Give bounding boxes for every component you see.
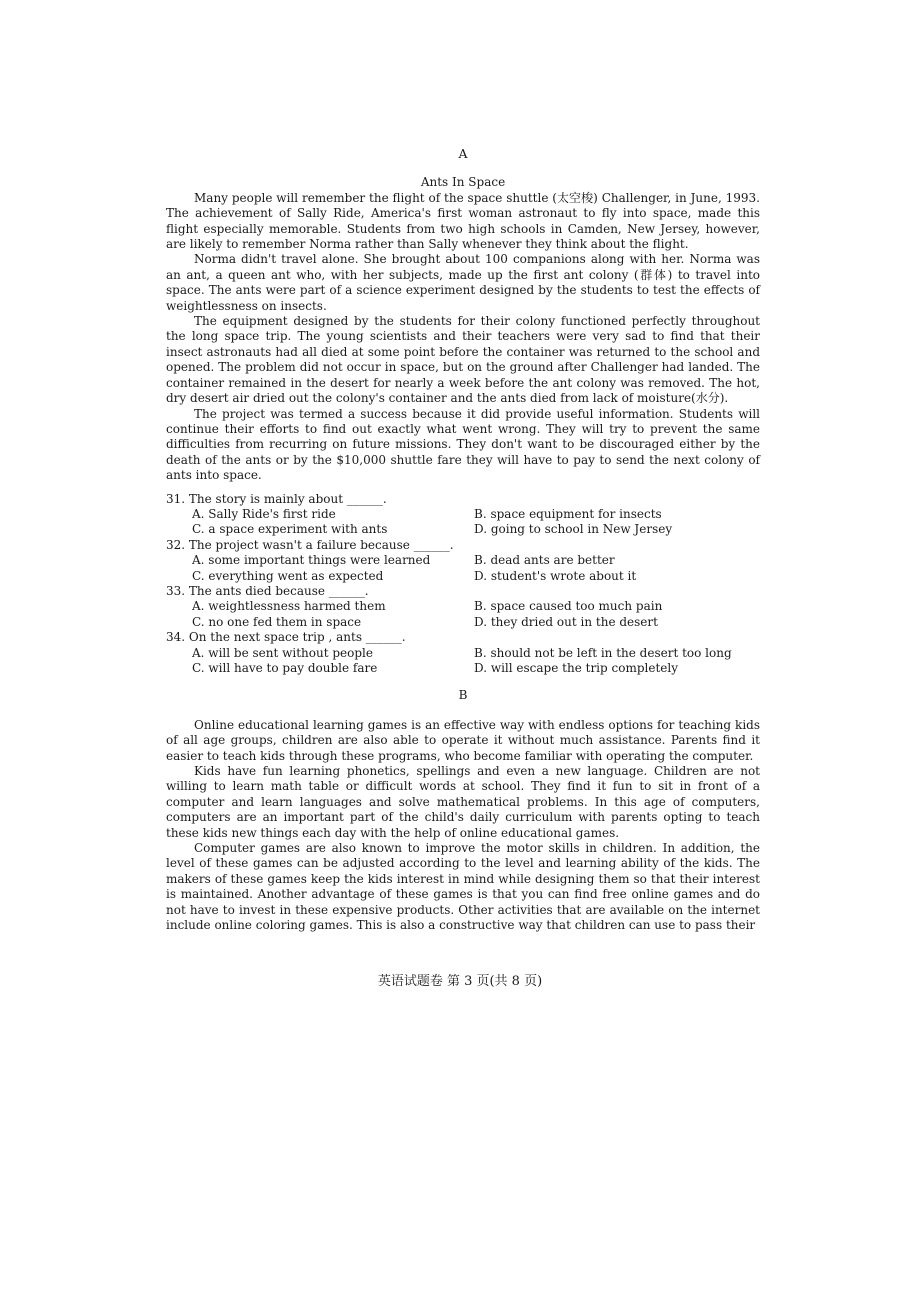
option-c: C. will have to pay double fare <box>192 661 378 675</box>
option-a: A. some important things were learned <box>192 553 431 568</box>
passage-title: Ants In Space <box>420 175 506 190</box>
option-b: B. should not be left in the desert too long <box>474 645 732 660</box>
question-stem: 31. The story is mainly about ______. <box>166 491 387 506</box>
section-a-paragraph-2: Norma didn't travel alone. She brought about 100 companions along with her. Norma was an ant, a queen ant who, with her subjects, made up the first ant colony (群体) to travel into space. The ants were part of a science experiment designed by the students to test the effects of weightlessness on insects. <box>166 252 760 313</box>
option-d: D. will escape the trip completely <box>474 661 678 675</box>
option-d: D. going to school in New Jersey <box>474 522 673 537</box>
question-stem: 34. On the next space trip , ants ______. <box>166 630 406 645</box>
question-34 <box>166 630 760 676</box>
option-a: A. weightlessness harmed them <box>192 599 386 614</box>
page-footer: 英语试题卷 第 3 页(共 8 页) <box>377 974 543 989</box>
section-b-paragraph-2: Kids have fun learning phonetics, spellings and even a new language. Children are not willing to learn math table or difficult words at school. They find it fun to sit in front of a computer and learn languages and solve mathematical problems. In this age of computers, computers are an important part of the child's daily curriculum with parents opting to teach these kids new things each day with the help of online educational games. <box>166 764 760 840</box>
question-31 <box>166 492 760 538</box>
section-b-label: B <box>458 688 468 703</box>
section-a-label: A <box>458 146 468 161</box>
option-c: C. a space experiment with ants <box>192 522 388 537</box>
question-stem: 33. The ants died because ______. <box>166 583 369 598</box>
option-b: B. dead ants are better <box>474 553 615 568</box>
option-b: B. space caused too much pain <box>474 599 663 614</box>
section-a-paragraph-4: The project was termed a success because it did provide useful information. Students will continue their efforts to find out exactly what went wrong. They will try to prevent the same difficulties from recurring on future missions. They don't want to be discouraged either by the death of the ants or by the $10,000 shuttle fare they will have to pay to send the next colony of ants into space. <box>166 406 760 483</box>
page-content <box>166 146 760 934</box>
option-d: D. they dried out in the desert <box>474 614 658 629</box>
section-b-paragraph-1: Online educational learning games is an effective way with endless options for teaching kids of all age groups, children are also able to operate it without much assistance. Parents find it easier to teach kids through these programs, who become familiar with operating the computer. <box>166 717 760 763</box>
question-list <box>166 492 760 677</box>
option-c: C. no one fed them in space <box>192 614 362 629</box>
option-d: D. student's wrote about it <box>474 568 637 583</box>
option-b: B. space equipment for insects <box>474 506 662 521</box>
section-b-paragraph-3: Computer games are also known to improve the motor skills in children. In addition, the level of these games can be adjusted according to the level and learning ability of the kids. The makers of these games keep the kids interest in mind while designing them so that their interest is maintained. Another advantage of these games is that you can find free online games and do not have to invest in these expensive products. Other activities that are available on the internet include online coloring games. This is also a constructive way that children can use to pass their <box>166 841 760 933</box>
question-32 <box>166 538 760 584</box>
section-a-paragraph-3: The equipment designed by the students for their colony functioned perfectly throughout the long space trip. The young scientists and their teachers were very sad to find that their insect astronauts had all died at some point before the container was returned to the school and opened. The problem did not occur in space, but on the ground after Challenger had landed. The container remained in the desert for nearly a week before the ant colony was removed. The hot, dry desert air dried out the colony's container and the ants died from lack of moisture(水分). <box>166 314 760 406</box>
option-a: A. will be sent without people <box>192 645 373 660</box>
question-33 <box>166 584 760 630</box>
section-a-paragraph-1: Many people will remember the flight of the space shuttle (太空梭) Challenger, in June, 1993. The achievement of Sally Ride, America's first woman astronaut to fly into space, made this flight especially memorable. Students from two high schools in Camden, New Jersey, however, are likely to remember Norma rather than Sally whenever they think about the flight. <box>166 190 760 252</box>
option-c: C. everything went as expected <box>192 568 384 583</box>
option-a: A. Sally Ride's first ride <box>192 506 336 521</box>
question-stem: 32. The project wasn't a failure because ______. <box>166 537 454 552</box>
